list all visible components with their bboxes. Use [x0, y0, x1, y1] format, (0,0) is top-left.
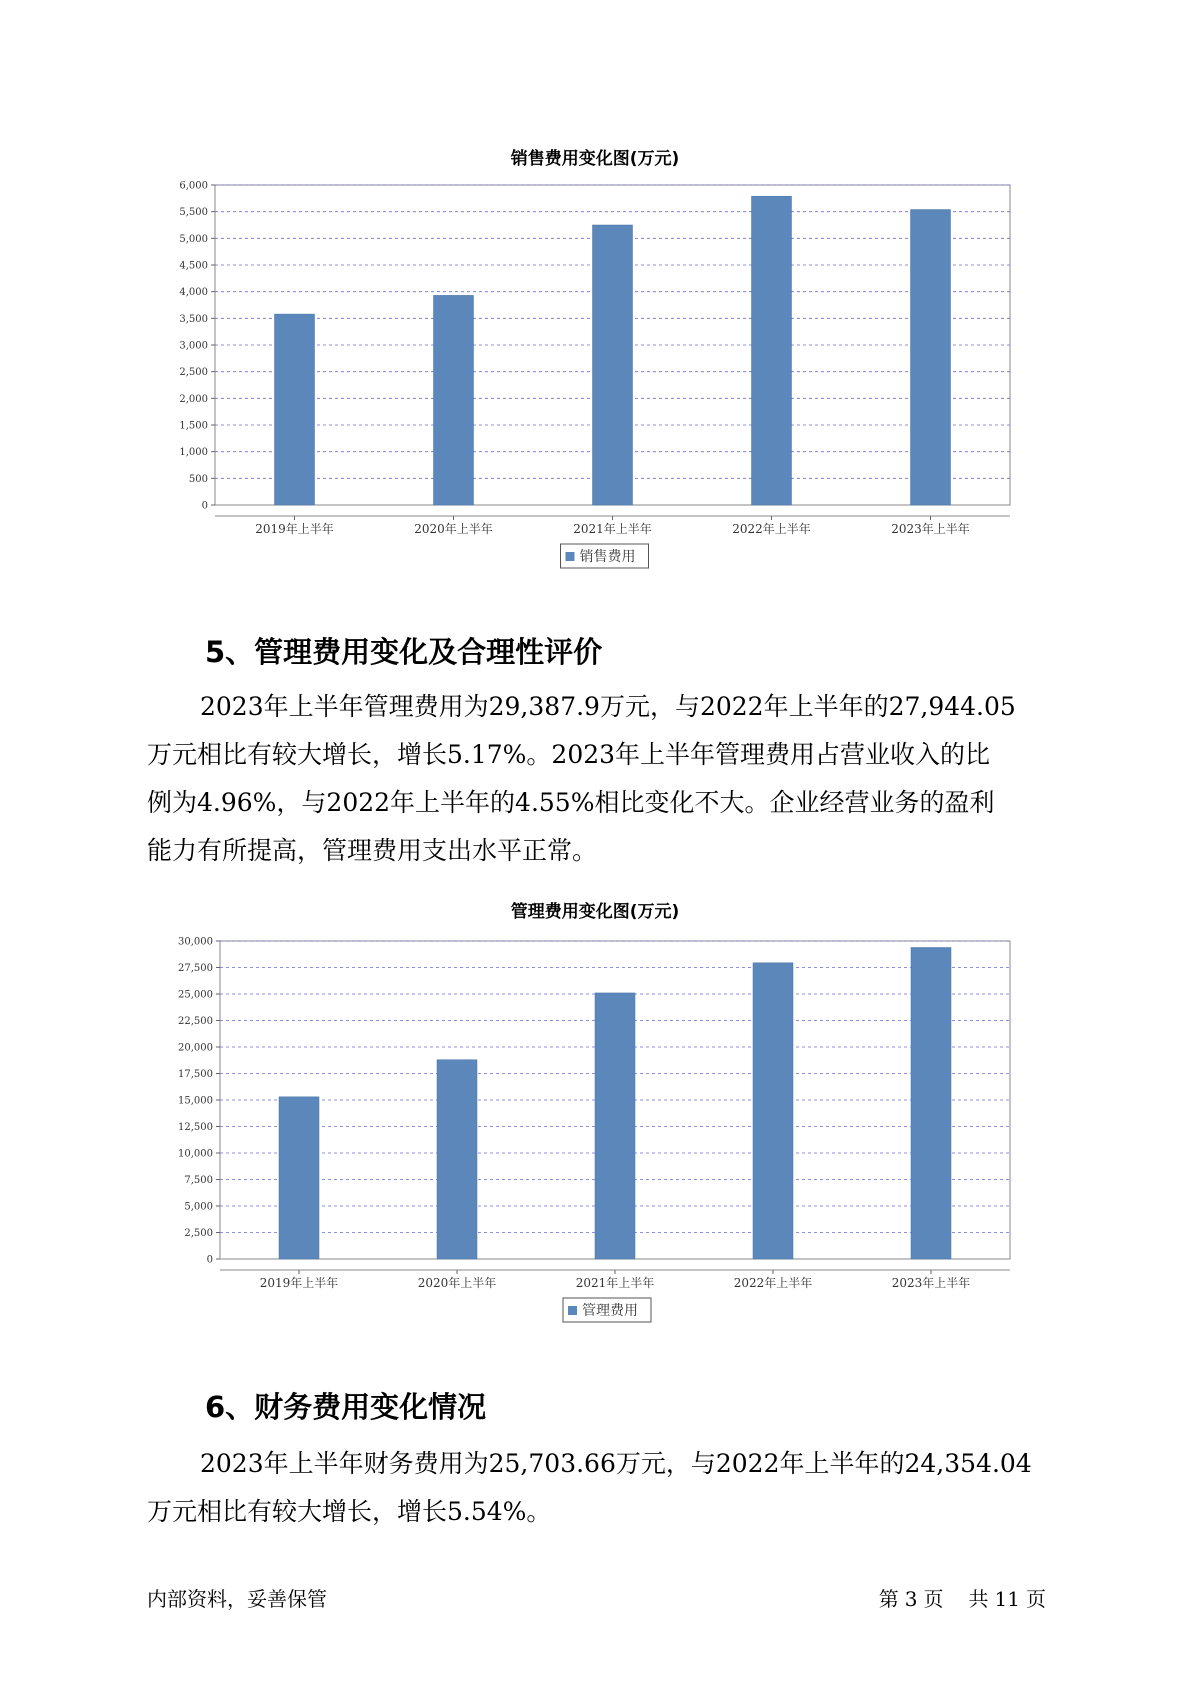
sales-expense-chart — [160, 140, 1030, 590]
bar — [911, 947, 951, 1259]
x-tick-label: 2019年上半年 — [255, 522, 334, 536]
y-tick-label: 3,500 — [179, 313, 208, 325]
legend-label: 销售费用 — [579, 549, 636, 565]
y-tick-label: 1,500 — [179, 420, 208, 432]
y-tick-label: 12,500 — [178, 1122, 213, 1133]
total-pages: 11 — [994, 1587, 1020, 1611]
admin-expense-chart — [160, 893, 1030, 1353]
paragraph-line: 例为4.96%，与2022年上半年的4.55%相比变化不大。企业经营业务的盈利 — [147, 788, 995, 817]
footer-note: 内部资料，妥善保管 — [147, 1587, 327, 1611]
x-tick-label: 2021年上半年 — [573, 522, 652, 536]
page-prefix: 第 — [878, 1587, 899, 1611]
y-tick-label: 7,500 — [184, 1175, 213, 1186]
bar — [279, 1097, 319, 1259]
page-number — [876, 1583, 1049, 1612]
x-tick-label: 2020年上半年 — [414, 522, 493, 536]
section-5-paragraph — [147, 683, 1062, 875]
y-tick-label: 17,500 — [178, 1069, 213, 1080]
x-tick-label: 2022年上半年 — [732, 522, 811, 536]
bar — [911, 210, 951, 505]
bar — [595, 993, 635, 1259]
y-tick-label: 500 — [188, 473, 208, 485]
y-tick-label: 2,500 — [184, 1228, 213, 1239]
paragraph-line: 2023年上半年管理费用为29,387.9万元，与2022年上半年的27,944.05 — [200, 692, 1016, 721]
paragraph-line: 万元相比有较大增长，增长5.54%。 — [147, 1497, 552, 1526]
x-tick-label: 2020年上半年 — [417, 1276, 497, 1290]
y-tick-label: 27,500 — [178, 963, 213, 974]
paragraph-line: 2023年上半年财务费用为25,703.66万元，与2022年上半年的24,354.04 — [200, 1449, 1032, 1478]
bar — [437, 1060, 477, 1259]
y-tick-label: 5,500 — [179, 207, 208, 219]
page-unit: 页 — [923, 1587, 944, 1611]
bar — [593, 225, 633, 505]
bar — [434, 295, 474, 505]
y-tick-label: 1,000 — [179, 447, 208, 459]
chart-title: 管理费用变化图(万元) — [510, 902, 680, 922]
y-tick-label: 30,000 — [178, 936, 213, 948]
x-tick-label: 2023年上半年 — [891, 1276, 971, 1290]
y-tick-label: 0 — [201, 500, 208, 512]
paragraph-line: 能力有所提高，管理费用支出水平正常。 — [147, 836, 598, 865]
x-tick-label: 2023年上半年 — [891, 522, 970, 536]
y-tick-label: 4,500 — [179, 260, 208, 272]
y-tick-label: 4,000 — [179, 287, 208, 299]
section-6-paragraph — [147, 1440, 1062, 1536]
legend-swatch — [566, 552, 575, 561]
y-tick-label: 2,500 — [179, 367, 208, 379]
y-tick-label: 0 — [206, 1254, 213, 1266]
y-tick-label: 5,000 — [179, 233, 208, 245]
bar — [753, 963, 793, 1259]
current-page: 3 — [904, 1587, 918, 1611]
x-tick-label: 2021年上半年 — [575, 1276, 655, 1290]
y-tick-label: 10,000 — [178, 1148, 213, 1160]
y-tick-label: 20,000 — [178, 1042, 213, 1054]
chart-title: 销售费用变化图(万元) — [510, 149, 680, 169]
x-tick-label: 2022年上半年 — [733, 1276, 813, 1290]
legend-swatch — [568, 1306, 577, 1315]
total-unit: 页 — [1026, 1587, 1046, 1611]
y-tick-label: 15,000 — [178, 1095, 213, 1107]
y-tick-label: 22,500 — [178, 1016, 213, 1027]
y-tick-label: 2,000 — [179, 393, 208, 405]
total-prefix: 共 — [968, 1587, 989, 1611]
section-5-heading: 5、管理费用变化及合理性评价 — [205, 635, 603, 669]
y-tick-label: 5,000 — [184, 1201, 213, 1213]
legend-label: 管理费用 — [582, 1303, 638, 1319]
chart-plot — [160, 170, 1030, 590]
x-tick-label: 2019年上半年 — [259, 1276, 339, 1290]
paragraph-line: 万元相比有较大增长，增长5.17%。2023年上半年管理费用占营业收入的比 — [147, 740, 991, 769]
section-6-heading: 6、财务费用变化情况 — [205, 1390, 487, 1424]
y-tick-label: 25,000 — [178, 989, 213, 1001]
y-tick-label: 6,000 — [179, 180, 208, 192]
chart-plot — [160, 923, 1030, 1353]
y-tick-label: 3,000 — [179, 340, 208, 352]
bar — [752, 196, 792, 505]
bar — [275, 314, 315, 505]
